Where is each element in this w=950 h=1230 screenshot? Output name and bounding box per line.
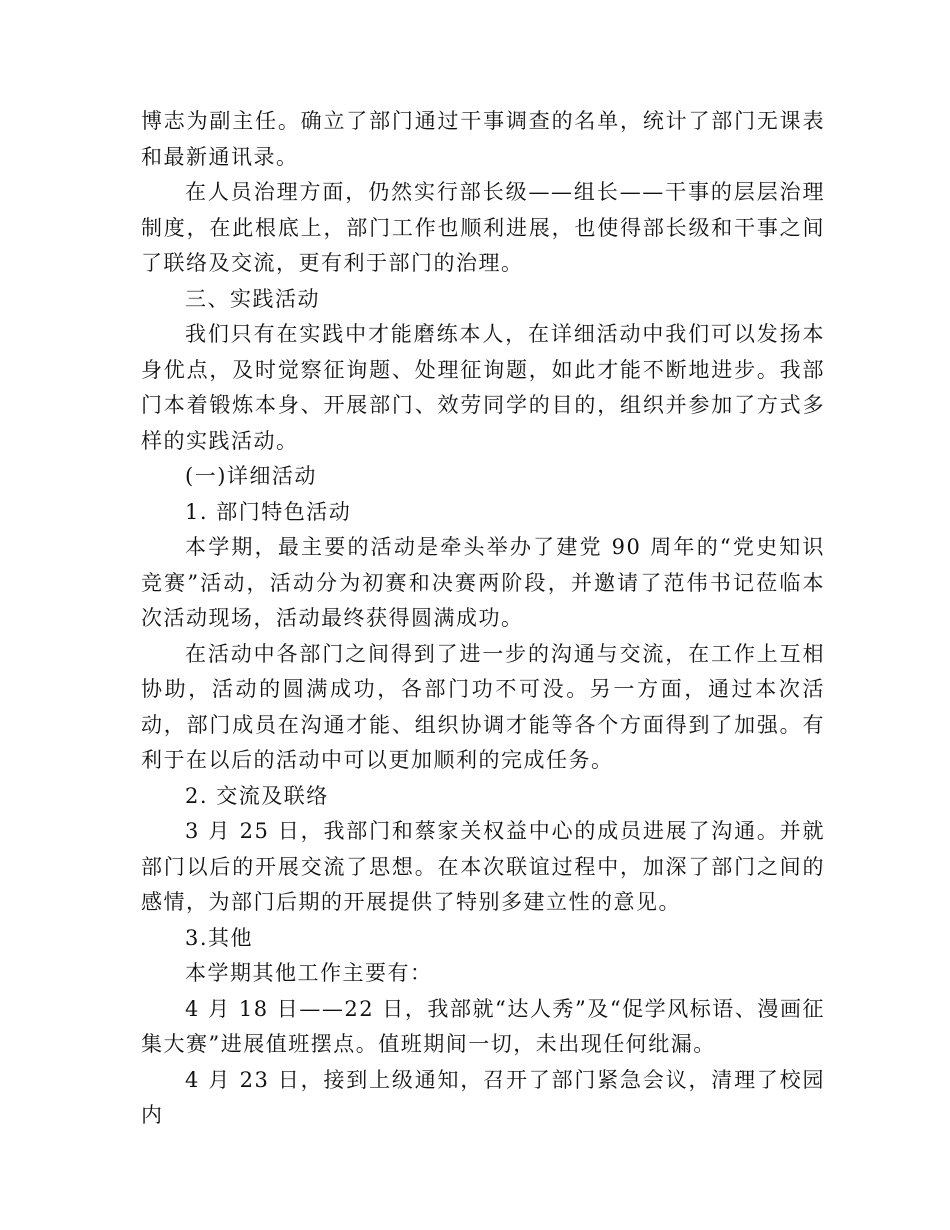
paragraph-8: 4 月 18 日——22 日，我部就“达人秀”及“促学风标语、漫画征集大赛”进展值班摆点。值班期间一切，未出现任何纰漏。	[141, 996, 825, 1056]
paragraph-1: 博志为副主任。确立了部门通过干事调查的名单，统计了部门无课表和最新通讯录。	[141, 109, 825, 169]
section-heading-practice: 三、实践活动	[185, 286, 320, 311]
document-body	[141, 104, 825, 1134]
paragraph-2: 在人员治理方面，仍然实行部长级——组长——干事的层层治理制度，在此根底上，部门工作也顺利进展，也使得部长级和干事之间了联络及交流，更有利于部门的治理。	[141, 180, 825, 275]
paragraph-7: 本学期其他工作主要有：	[185, 961, 433, 985]
item-heading-3: 3.其他	[185, 925, 254, 950]
paragraph-9: 4 月 23 日，接到上级通知，召开了部门紧急会议，清理了校园内	[141, 1067, 825, 1127]
paragraph-3: 我们只有在实践中才能磨练本人，在详细活动中我们可以发扬本身优点，及时觉察征询题、处理征询题，如此才能不断地进步。我部门本着锻炼本身、开展部门、效劳同学的目的，组织并参加了方式多样的实践活动。	[141, 322, 825, 453]
paragraph-4: 本学期，最主要的活动是牵头举办了建党 90 周年的“党史知识竞赛”活动，活动分为初赛和决赛两阶段，并邀请了范伟书记莅临本次活动现场，活动最终获得圆满成功。	[141, 535, 825, 630]
item-heading-2: 2. 交流及联络	[185, 783, 329, 808]
subsection-heading-activities: (一)详细活动	[185, 464, 317, 488]
paragraph-5: 在活动中各部门之间得到了进一步的沟通与交流，在工作上互相协助，活动的圆满成功，各部门功不可没。另一方面，通过本次活动，部门成员在沟通才能、组织协调才能等各个方面得到了加强。有利于在以后的活动中可以更加顺利的完成任务。	[141, 641, 825, 772]
paragraph-6: 3 月 25 日，我部门和蔡家关权益中心的成员进展了沟通。并就部门以后的开展交流了思想。在本次联谊过程中，加深了部门之间的感情，为部门后期的开展提供了特别多建立性的意见。	[141, 819, 825, 914]
item-heading-1: 1. 部门特色活动	[185, 499, 352, 524]
